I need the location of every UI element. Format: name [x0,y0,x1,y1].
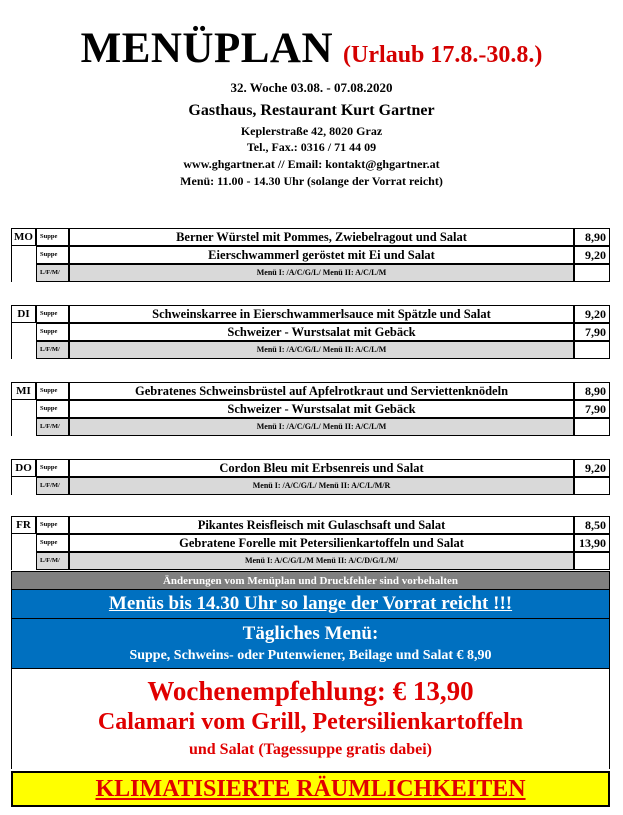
dish-price: 7,90 [574,323,610,341]
day-block-di [11,305,610,359]
day-column-spacer [11,477,36,495]
allergen-row [11,264,610,282]
menu-row [11,246,610,264]
menu-row [11,459,610,477]
day-column-spacer [11,534,36,552]
soup-label: Suppe [36,534,69,552]
day-column-spacer [11,552,36,570]
dish-description: Berner Würstel mit Pommes, Zwiebelragout und Salat [69,228,574,246]
soup-label: Suppe [36,516,69,534]
day-code: MI [11,382,36,400]
daily-menu-text: Suppe, Schweins- oder Putenwiener, Beilage und Salat € 8,90 [129,648,492,663]
soup-label: Suppe [36,382,69,400]
dish-description: Schweizer - Wurstsalat mit Gebäck [69,323,574,341]
dish-price: 9,20 [574,246,610,264]
daily-menu-box [11,618,610,669]
dish-description: Eierschwammerl geröstet mit Ei und Salat [69,246,574,264]
day-column-spacer [11,323,36,341]
allergen-codes: Menü I: /A/C/G/L/ Menü II: A/C/L/M [69,264,574,282]
allergen-codes: Menü I: /A/C/G/L/ Menü II: A/C/L/M [69,418,574,436]
dish-price: 8,90 [574,382,610,400]
day-column-spacer [11,341,36,359]
menu-hours: Menü: 11.00 - 14.30 Uhr (solange der Vorrat reicht) [180,174,443,188]
menu-row [11,534,610,552]
day-column-spacer [11,264,36,282]
day-code: DO [11,459,36,477]
soup-label: Suppe [36,459,69,477]
dish-price: 9,20 [574,459,610,477]
allergen-price-empty [574,264,610,282]
menu-title: MENÜPLAN [80,25,334,72]
day-block-do [11,459,610,495]
allergen-row [11,552,610,570]
restaurant-name: Gasthaus, Restaurant Kurt Gartner [188,102,435,119]
menu-row [11,323,610,341]
day-block-fr [11,516,610,570]
day-block-mi [11,382,610,436]
dish-price: 8,50 [574,516,610,534]
menu-row [11,382,610,400]
soup-label: Suppe [36,400,69,418]
allergen-label: L/F/M/ [36,341,69,359]
aircon-text: KLIMATISIERTE RÄUMLICHKEITEN [95,776,526,802]
soup-label: Suppe [36,323,69,341]
restaurant-address: Keplerstraße 42, 8020 Graz [240,124,383,138]
dish-description: Pikantes Reisfleisch mit Gulaschsaft und Salat [69,516,574,534]
weekly-recommendation-dish: Calamari vom Grill, Petersilienkartoffeln [97,709,524,735]
dish-price: 13,90 [574,534,610,552]
day-code: FR [11,516,36,534]
day-column-spacer [11,246,36,264]
day-column-spacer [11,400,36,418]
availability-text: Menüs bis 14.30 Uhr so lange der Vorrat reicht !!! [108,593,513,614]
dish-description: Schweinskarree in Eierschwammerlsauce mit Spätzle und Salat [69,305,574,323]
allergen-label: L/F/M/ [36,418,69,436]
soup-label: Suppe [36,305,69,323]
soup-label: Suppe [36,246,69,264]
dish-price: 7,90 [574,400,610,418]
allergen-price-empty [574,418,610,436]
allergen-codes: Menü I: /A/C/G/L/ Menü II: A/C/L/M [69,341,574,359]
weekly-recommendation-title: Wochenempfehlung: € 13,90 [147,676,474,706]
allergen-label: L/F/M/ [36,552,69,570]
disclaimer-note: Änderungen vom Menüplan und Druckfehler sind vorbehalten [11,571,610,590]
allergen-price-empty [574,341,610,359]
allergen-label: L/F/M/ [36,264,69,282]
allergen-price-empty [574,477,610,495]
day-block-mo [11,228,610,282]
menu-row [11,228,610,246]
day-code: DI [11,305,36,323]
daily-menu-title: Tägliches Menü: [242,623,379,644]
allergen-price-empty [574,552,610,570]
dish-description: Cordon Bleu mit Erbsenreis und Salat [69,459,574,477]
vacation-notice: (Urlaub 17.8.-30.8.) [343,42,543,68]
menu-row [11,400,610,418]
day-column-spacer [11,418,36,436]
allergen-row [11,418,610,436]
week-range: 32. Woche 03.08. - 07.08.2020 [230,80,393,95]
dish-description: Gebratenes Schweinsbrüstel auf Apfelrotkraut und Serviettenknödeln [69,382,574,400]
dish-description: Gebratene Forelle mit Petersilienkartoffeln und Salat [69,534,574,552]
weekly-recommendation-box [11,669,610,769]
allergen-row [11,341,610,359]
menu-row [11,516,610,534]
page-title [0,24,623,73]
availability-banner [11,590,610,618]
dish-price: 9,20 [574,305,610,323]
soup-label: Suppe [36,228,69,246]
weekly-recommendation-extra: und Salat (Tagessuppe gratis dabei) [188,741,433,758]
allergen-codes: Menü I: A/C/G/L/M Menü II: A/C/D/G/L/M/ [69,552,574,570]
dish-description: Schweizer - Wurstsalat mit Gebäck [69,400,574,418]
day-code: MO [11,228,36,246]
dish-price: 8,90 [574,228,610,246]
allergen-label: L/F/M/ [36,477,69,495]
allergen-row [11,477,610,495]
restaurant-web-email: www.ghgartner.at // Email: kontakt@ghgartner.at [183,157,440,171]
allergen-codes: Menü I: /A/C/G/L/ Menü II: A/C/L/M/R [69,477,574,495]
menu-row [11,305,610,323]
aircon-banner [11,771,610,807]
restaurant-phone: Tel., Fax.: 0316 / 71 44 09 [246,140,377,154]
